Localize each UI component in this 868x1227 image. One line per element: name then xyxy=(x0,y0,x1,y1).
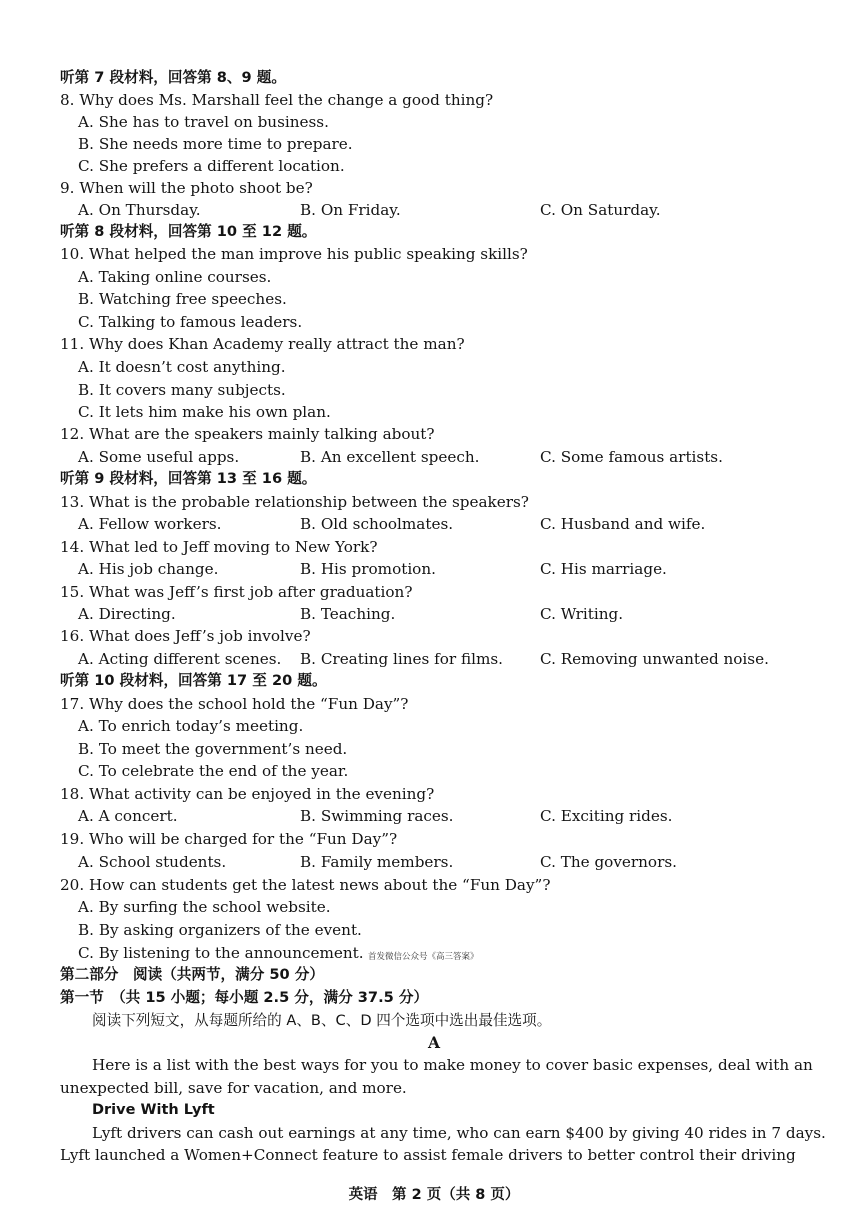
question-13-option-c: C. Husband and wife. xyxy=(540,515,706,533)
reading-instruction: 阅读下列短文，从每题所给的 A、B、C、D 四个选项中选出最佳选项。 xyxy=(92,1012,552,1029)
question-18-stem: 18. What activity can be enjoyed in the evening? xyxy=(60,785,435,803)
question-12-option-a: A. Some useful apps. xyxy=(78,448,240,466)
question-14-option-b: B. His promotion. xyxy=(300,560,436,578)
question-10-option-a: A. Taking online courses. xyxy=(78,268,272,286)
question-12-stem: 12. What are the speakers mainly talking about? xyxy=(60,425,435,443)
question-16-stem: 16. What does Jeff’s job involve? xyxy=(60,627,311,645)
question-17-stem: 17. Why does the school hold the “Fun Day”? xyxy=(60,695,409,713)
question-10-option-b: B. Watching free speeches. xyxy=(78,290,287,308)
question-9-option-c: C. On Saturday. xyxy=(540,201,661,219)
question-19-stem: 19. Who will be charged for the “Fun Day”? xyxy=(60,830,398,848)
question-15-option-c: C. Writing. xyxy=(540,605,624,623)
question-19-option-c: C. The governors. xyxy=(540,853,677,871)
section-header-8: 听第 8 段材料，回答第 10 至 12 题。 xyxy=(60,223,317,240)
question-10-stem: 10. What helped the man improve his public speaking skills? xyxy=(60,245,528,263)
question-9-option-b: B. On Friday. xyxy=(300,201,401,219)
question-13-option-b: B. Old schoolmates. xyxy=(300,515,454,533)
page-footer: 英语 第 2 页（共 8 页） xyxy=(348,1187,520,1203)
question-11-option-a: A. It doesn’t cost anything. xyxy=(78,358,286,376)
watermark-text: 首发微信公众号《高三答案》 xyxy=(368,952,479,962)
question-12-option-c: C. Some famous artists. xyxy=(540,448,723,466)
question-14-option-c: C. His marriage. xyxy=(540,560,667,578)
question-14-stem: 14. What led to Jeff moving to New York? xyxy=(60,538,378,556)
question-11-stem: 11. Why does Khan Academy really attract the man? xyxy=(60,335,465,353)
section-header-7: 听第 7 段材料，回答第 8、9 题。 xyxy=(60,69,286,86)
question-18-option-b: B. Swimming races. xyxy=(300,807,454,825)
question-19-option-a: A. School students. xyxy=(78,853,227,871)
section-header-10: 听第 10 段材料，回答第 17 至 20 题。 xyxy=(60,672,327,689)
question-14-option-a: A. His job change. xyxy=(78,560,219,578)
passage-letter: A xyxy=(427,1033,441,1052)
question-13-option-a: A. Fellow workers. xyxy=(78,515,222,533)
question-15-stem: 15. What was Jeff’s first job after graduation? xyxy=(60,583,413,601)
section-header-9: 听第 9 段材料，回答第 13 至 16 题。 xyxy=(60,470,317,487)
part-two-title: 第二部分 阅读（共两节，满分 50 分） xyxy=(60,966,324,983)
question-9-option-a: A. On Thursday. xyxy=(78,201,201,219)
question-10-option-c: C. Talking to famous leaders. xyxy=(78,313,303,331)
section-one-title: 第一节 （共 15 小题；每小题 2.5 分，满分 37.5 分） xyxy=(60,989,429,1006)
passage-subheading: Drive With Lyft xyxy=(92,1102,215,1118)
question-18-option-a: A. A concert. xyxy=(78,807,178,825)
question-16-option-a: A. Acting different scenes. xyxy=(78,650,282,668)
question-20-option-b: B. By asking organizers of the event. xyxy=(78,921,362,939)
question-11-option-c: C. It lets him make his own plan. xyxy=(78,403,331,421)
question-16-option-b: B. Creating lines for films. xyxy=(300,650,503,668)
question-15-option-a: A. Directing. xyxy=(78,605,176,623)
question-17-option-b: B. To meet the government’s need. xyxy=(78,740,348,758)
question-8-option-a: A. She has to travel on business. xyxy=(78,113,329,131)
question-8-option-c: C. She prefers a different location. xyxy=(78,157,345,175)
passage-intro-line-2: unexpected bill, save for vacation, and more. xyxy=(60,1079,407,1097)
question-12-option-b: B. An excellent speech. xyxy=(300,448,480,466)
question-16-option-c: C. Removing unwanted noise. xyxy=(540,650,769,668)
question-8-stem: 8. Why does Ms. Marshall feel the change a good thing? xyxy=(60,91,494,109)
question-20-stem: 20. How can students get the latest news about the “Fun Day”? xyxy=(60,876,551,894)
question-20-option-a: A. By surfing the school website. xyxy=(78,898,331,916)
question-11-option-b: B. It covers many subjects. xyxy=(78,381,286,399)
question-15-option-b: B. Teaching. xyxy=(300,605,396,623)
question-8-option-b: B. She needs more time to prepare. xyxy=(78,135,353,153)
question-20-option-c: C. By listening to the announcement. xyxy=(78,944,364,962)
question-17-option-c: C. To celebrate the end of the year. xyxy=(78,762,349,780)
passage-body-line-2: Lyft launched a Women+Connect feature to assist female drivers to better control their driving xyxy=(60,1146,796,1164)
question-9-stem: 9. When will the photo shoot be? xyxy=(60,179,313,197)
question-13-stem: 13. What is the probable relationship between the speakers? xyxy=(60,493,529,511)
question-19-option-b: B. Family members. xyxy=(300,853,454,871)
passage-body-line-1: Lyft drivers can cash out earnings at any time, who can earn $400 by giving 40 rides in 7 days. xyxy=(92,1124,826,1142)
question-18-option-c: C. Exciting rides. xyxy=(540,807,673,825)
question-17-option-a: A. To enrich today’s meeting. xyxy=(78,717,304,735)
passage-intro-line-1: Here is a list with the best ways for you to make money to cover basic expenses, deal with an xyxy=(92,1056,813,1074)
